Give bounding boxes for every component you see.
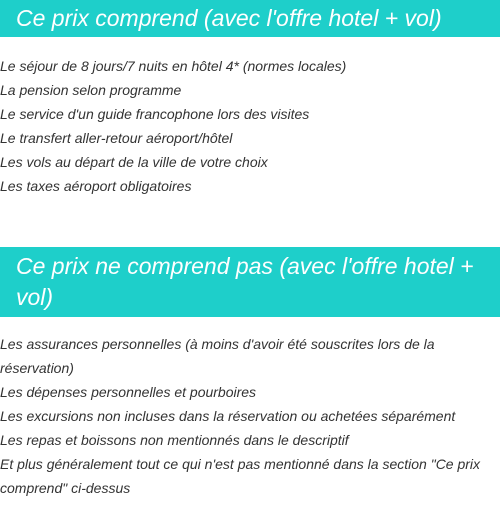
included-item: La pension selon programme: [0, 82, 182, 98]
included-section-title: Ce prix comprend (avec l'offre hotel + vol): [0, 0, 500, 37]
included-item: Les taxes aéroport obligatoires: [0, 178, 192, 194]
not-included-item: Les repas et boissons non mentionnés dans le descriptif: [0, 432, 349, 448]
included-item: Les vols au départ de la ville de votre choix: [0, 154, 268, 170]
included-item: Le service d'un guide francophone lors des visites: [0, 106, 310, 122]
not-included-section-title: Ce prix ne comprend pas (avec l'offre hotel + vol): [0, 247, 500, 317]
included-list: [0, 54, 496, 198]
not-included-item: Les assurances personnelles (à moins d'avoir été souscrites lors de la réservation): [0, 336, 435, 376]
included-item: Le séjour de 8 jours/7 nuits en hôtel 4* (normes locales): [0, 58, 347, 74]
not-included-item: Et plus généralement tout ce qui n'est pas mentionné dans la section "Ce prix comprend" ci-dessus: [0, 456, 481, 496]
not-included-item: Les excursions non incluses dans la réservation ou achetées séparément: [0, 408, 456, 424]
not-included-list: [0, 332, 496, 500]
not-included-item: Les dépenses personnelles et pourboires: [0, 384, 257, 400]
included-item: Le transfert aller-retour aéroport/hôtel: [0, 130, 233, 146]
